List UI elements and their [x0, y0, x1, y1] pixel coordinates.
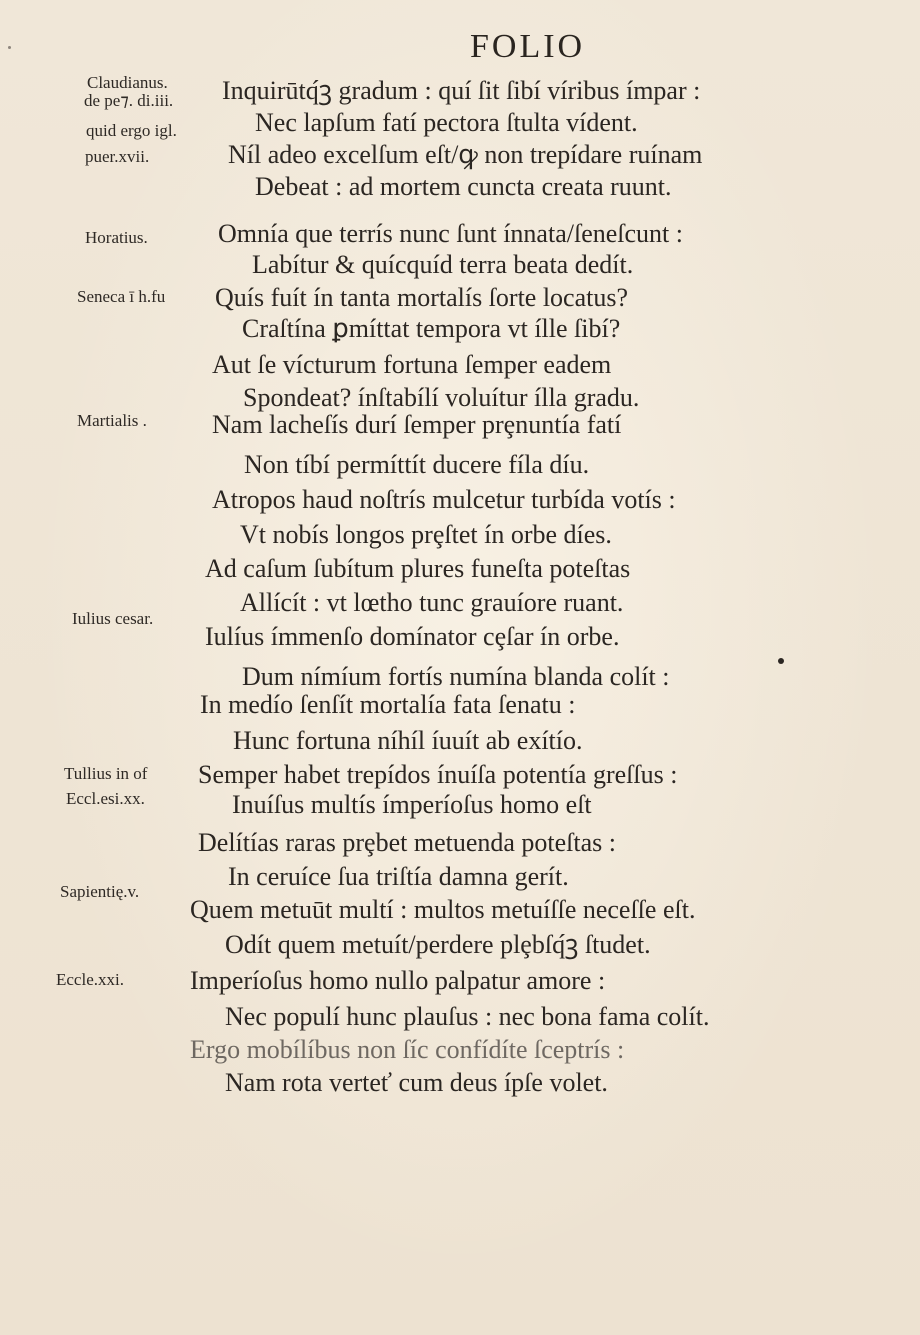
verse-line: Nam rota verteť cum deus ípſe volet. — [225, 1068, 608, 1097]
margin-note: Sapientię.v. — [60, 882, 140, 901]
margin-note: Tullius in of — [64, 764, 148, 783]
margin-note: Eccle.xxi. — [56, 970, 124, 989]
margin-note: Martialis . — [77, 411, 147, 430]
verse-line: Nec lapſum fatí pectora ſtulta vídent. — [255, 108, 638, 137]
margin-note: Claudianus. — [87, 73, 168, 92]
ink-speck — [778, 658, 784, 664]
verse-line: Non tíbí permíttít ducere fíla díu. — [244, 450, 590, 479]
verse-line: Níl adeo excelſum eſt/ꝙ non trepídare ruínam — [228, 140, 703, 169]
verse-line: Aut ſe vícturum fortuna ſemper eadem — [212, 350, 612, 379]
verse-line: Allícít : vt lœtho tunc grauíore ruant. — [240, 588, 624, 617]
verse-line: Atropos haud noſtrís mulcetur turbída votís : — [212, 485, 676, 514]
verse-line: Imperíoſus homo nullo palpatur amore : — [190, 966, 606, 995]
verse-line: Vt nobís longos prȩſtet ín orbe díes. — [240, 520, 612, 549]
verse-line: Nec populí hunc plauſus : nec bona fama colít. — [225, 1002, 710, 1031]
folio-header: FOLIO — [470, 28, 586, 65]
verse-line: In ceruíce ſua triſtía damna gerít. — [228, 862, 569, 891]
margin-note: Eccl.esi.xx. — [66, 789, 145, 808]
verse-line: Semper habet trepídos ínuíſa potentía greſſus : — [198, 760, 678, 789]
verse-line: Ad caſum ſubítum plures funeſta poteſtas — [205, 554, 631, 583]
margin-note: quid ergo igl. — [86, 121, 177, 140]
ink-speck — [8, 46, 11, 49]
margin-note: puer.xvii. — [85, 147, 150, 166]
verse-line: Inuíſus multís ímperíoſus homo eſt — [232, 790, 592, 819]
verse-line: Debeat : ad mortem cuncta creata ruunt. — [255, 172, 672, 201]
verse-line: Omnía que terrís nunc ſunt ínnata/ſeneſcunt : — [218, 219, 683, 248]
margin-note: Horatius. — [85, 228, 148, 247]
verse-line: Craſtína ꝑmíttat tempora vt ílle ſibí? — [242, 314, 621, 343]
verse-line: Quís fuít ín tanta mortalís ſorte locatus? — [215, 283, 629, 312]
margin-note: de pe⁊. di.iii. — [84, 91, 174, 110]
verse-line: Quem metuūt multí : multos metuíſſe neceſſe eſt. — [190, 895, 696, 924]
margin-note: Iulius cesar. — [72, 609, 154, 628]
verse-line: Dum nímíum fortís numína blanda colít : — [242, 662, 670, 691]
verse-line: Iulíus ímmenſo domínator cȩſar ín orbe. — [205, 622, 620, 651]
verse-line: Hunc fortuna níhíl íuuít ab exítío. — [233, 726, 583, 755]
verse-line: Labítur & quícquíd terra beata dedít. — [252, 250, 634, 279]
verse-line: Delítías raras prȩbet metuenda poteſtas : — [198, 828, 617, 857]
verse-line: Nam lacheſís durí ſemper prȩnuntía fatí — [212, 410, 622, 439]
verse-line: In medío ſenſít mortalía fata ſenatu : — [200, 690, 576, 719]
verse-line: Ergo mobílíbus non ſíc confídíte ſceptrís : — [190, 1035, 625, 1064]
verse-line: Inquirūtq́ꝫ gradum : quí ſit ſibí víribus ímpar : — [222, 76, 701, 105]
verse-line: Odít quem metuít/perdere plȩbſq́ꝫ ſtudet. — [225, 930, 651, 959]
margin-note: Seneca ī h.fu — [77, 287, 166, 306]
verse-line: Spondeat? ínſtabílí voluítur ílla gradu. — [243, 383, 640, 412]
